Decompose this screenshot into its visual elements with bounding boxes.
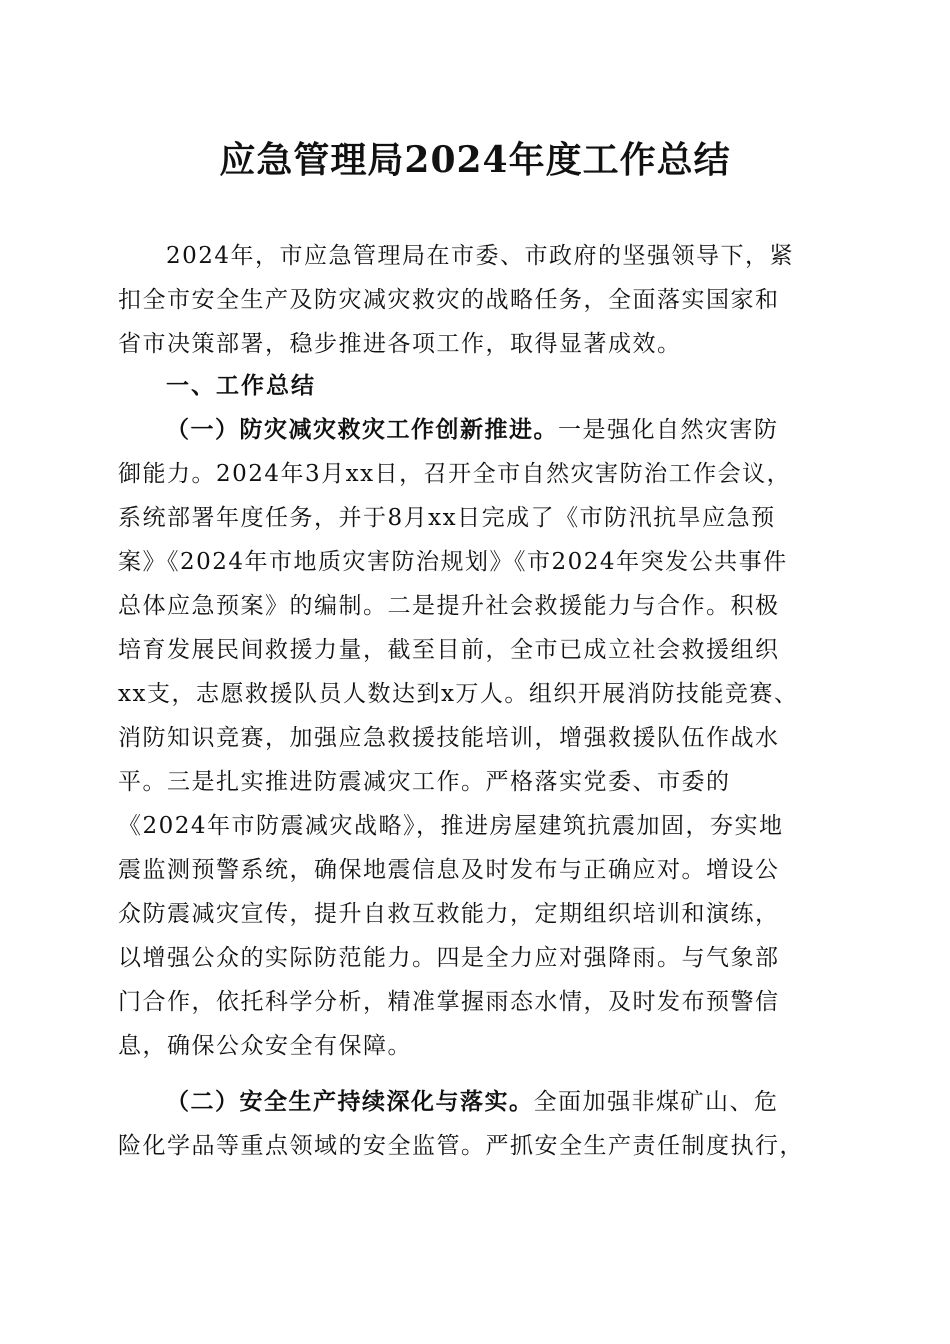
paragraph-line	[166, 1082, 846, 1122]
paragraph-line: 御能力。2024年3月xx日，召开全市自然灾害防治工作会议，	[118, 461, 792, 487]
paragraph-text: 一是强化自然灾害防	[558, 417, 779, 443]
document-title: 应急管理局2024年度工作总结	[219, 139, 731, 181]
paragraph-line: 总体应急预案》的编制。二是提升社会救援能力与合作。积极	[118, 593, 780, 619]
paragraph-line: 消防知识竞赛，加强应急救援技能培训，增强救援队伍作战水	[118, 725, 780, 751]
section-heading: 一、工作总结	[166, 373, 316, 399]
paragraph-line: 众防震减灾宣传，提升自救互救能力，定期组织培训和演练，	[118, 901, 780, 927]
paragraph-line: 以增强公众的实际防范能力。四是全力应对强降雨。与气象部	[118, 945, 780, 971]
paragraph-line: 险化学品等重点领域的安全监管。严抓安全生产责任制度执行，	[118, 1133, 804, 1159]
paragraph-line: 2024年，市应急管理局在市委、市政府的坚强领导下，紧	[166, 243, 795, 269]
paragraph-line: 门合作，依托科学分析，精准掌握雨态水情，及时发布预警信	[118, 989, 780, 1015]
paragraph-line: 震监测预警系统，确保地震信息及时发布与正确应对。增设公	[118, 857, 780, 883]
paragraph-line: 案》《2024年市地质灾害防治规划》《市2024年突发公共事件	[118, 549, 788, 575]
paragraph-line: 平。三是扎实推进防震减灾工作。严格落实党委、市委的	[118, 769, 731, 795]
paragraph-line: 《2024年市防震减灾战略》，推进房屋建筑抗震加固，夯实地	[118, 813, 784, 839]
paragraph-line: 培育发展民间救援力量，截至目前，全市已成立社会救援组织	[118, 637, 780, 663]
paragraph-line	[166, 410, 846, 450]
paragraph-text: 全面加强非煤矿山、危	[533, 1089, 779, 1115]
paragraph-line: 系统部署年度任务，并于8月xx日完成了《市防汛抗旱应急预	[118, 505, 776, 531]
subsection-heading: （一）防灾减灾救灾工作创新推进。	[166, 416, 558, 443]
paragraph-line: 扣全市安全生产及防灾减灾救灾的战略任务，全面落实国家和	[118, 287, 780, 313]
paragraph-line: 息，确保公众安全有保障。	[118, 1033, 412, 1059]
paragraph-line: xx支，志愿救援队员人数达到x万人。组织开展消防技能竞赛、	[118, 681, 799, 707]
paragraph-line: 省市决策部署，稳步推进各项工作，取得显著成效。	[118, 331, 682, 357]
subsection-heading: （二）安全生产持续深化与落实。	[166, 1088, 534, 1115]
